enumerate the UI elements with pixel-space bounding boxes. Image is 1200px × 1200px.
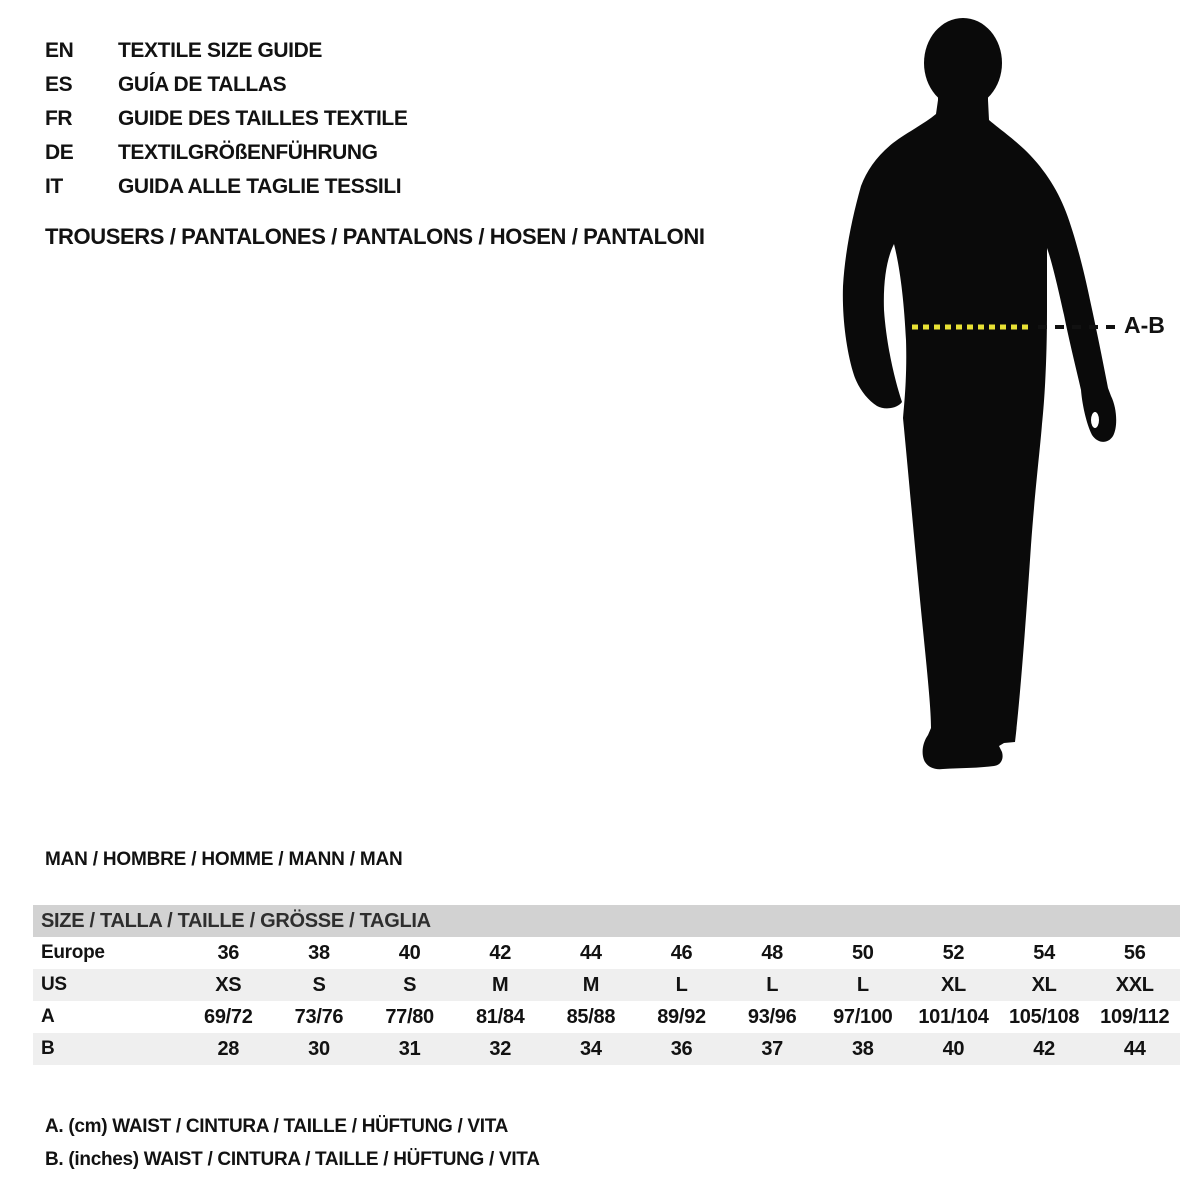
- lang-label: TEXTILE SIZE GUIDE: [118, 39, 322, 62]
- lang-label: GUIDA ALLE TAGLIE TESSILI: [118, 175, 402, 198]
- size-table-header-label: SIZE / TALLA / TAILLE / GRÖSSE / TAGLIA: [41, 909, 431, 932]
- table-cell: 56: [1123, 941, 1146, 964]
- table-cell: 40: [398, 941, 421, 964]
- table-cell: XL: [940, 973, 966, 996]
- table-row: [33, 969, 1180, 1001]
- table-cell: XS: [215, 973, 242, 996]
- table-cell: 44: [1123, 1037, 1146, 1060]
- garment-type-heading: TROUSERS / PANTALONES / PANTALONS / HOSEN / PANTALONI: [45, 224, 705, 249]
- silhouette-body: [843, 100, 1116, 769]
- lang-code: ES: [45, 73, 73, 96]
- table-cell: 42: [1033, 1037, 1055, 1060]
- table-cell: 93/96: [747, 1005, 797, 1028]
- table-cell: 69/72: [204, 1005, 253, 1028]
- hand-gap: [1091, 412, 1099, 428]
- table-cell: 32: [489, 1037, 512, 1060]
- table-cell: 52: [942, 941, 965, 964]
- lang-row-it: [45, 170, 407, 204]
- lang-row-es: [45, 68, 407, 102]
- table-cell: 48: [761, 941, 783, 964]
- man-silhouette-figure: [828, 10, 1173, 780]
- table-cell: L: [766, 973, 779, 996]
- table-row: [33, 937, 1180, 969]
- table-cell: 109/112: [1100, 1005, 1170, 1028]
- gender-heading: MAN / HOMBRE / HOMME / MANN / MAN: [45, 849, 403, 870]
- table-row-label: US: [41, 974, 67, 995]
- table-cell: 42: [489, 941, 512, 964]
- table-cell: 97/100: [833, 1005, 893, 1028]
- lang-row-en: [45, 34, 407, 68]
- table-cell: 77/80: [385, 1005, 434, 1028]
- table-row-label: B: [41, 1038, 55, 1059]
- table-cell: M: [492, 973, 509, 996]
- footnote-a: A. (cm) WAIST / CINTURA / TAILLE / HÜFTUNG / VITA: [45, 1116, 509, 1137]
- lang-code: FR: [45, 107, 73, 130]
- table-cell: 73/76: [294, 1005, 344, 1028]
- lang-row-de: [45, 136, 407, 170]
- table-cell: S: [312, 973, 326, 996]
- size-table-rows: [33, 937, 1180, 1065]
- table-cell: XXL: [1115, 973, 1154, 996]
- table-cell: 40: [942, 1037, 965, 1060]
- table-cell: M: [582, 973, 600, 996]
- lang-label: GUIDE DES TAILLES TEXTILE: [118, 107, 408, 130]
- table-cell: 101/104: [918, 1005, 989, 1028]
- table-row-label: Europe: [41, 942, 105, 963]
- man-silhouette: [843, 18, 1116, 769]
- table-cell: S: [403, 973, 417, 996]
- table-cell: 36: [670, 1037, 693, 1060]
- table-cell: L: [675, 973, 688, 996]
- lang-code: EN: [45, 39, 74, 62]
- size-table-header: [33, 905, 1180, 937]
- footnotes: [45, 1110, 540, 1176]
- lang-label: GUÍA DE TALLAS: [118, 73, 287, 96]
- table-cell: L: [856, 973, 869, 996]
- table-cell: 81/84: [475, 1005, 525, 1028]
- footnote-b: B. (inches) WAIST / CINTURA / TAILLE / HÜFTUNG / VITA: [45, 1149, 540, 1170]
- table-cell: 38: [851, 1037, 874, 1060]
- table-cell: 44: [580, 941, 602, 964]
- lang-row-fr: [45, 102, 407, 136]
- language-title-block: [45, 34, 407, 204]
- table-cell: 30: [308, 1037, 330, 1060]
- lang-code: IT: [45, 175, 63, 198]
- size-table: [33, 905, 1180, 1065]
- table-cell: XL: [1031, 973, 1057, 996]
- table-cell: 85/88: [566, 1005, 616, 1028]
- man-silhouette-svg: [828, 10, 1173, 780]
- table-cell: 105/108: [1008, 1005, 1080, 1028]
- waist-measure-label: A-B: [1124, 312, 1165, 338]
- table-cell: 34: [580, 1037, 602, 1060]
- table-cell: 37: [761, 1037, 783, 1060]
- table-cell: 54: [1033, 941, 1055, 964]
- table-cell: 38: [308, 941, 330, 964]
- table-cell: 28: [217, 1037, 240, 1060]
- table-cell: 89/92: [657, 1005, 706, 1028]
- table-cell: 46: [670, 941, 693, 964]
- table-cell: 50: [851, 941, 874, 964]
- table-cell: 31: [398, 1037, 421, 1060]
- lang-label: TEXTILGRÖßENFÜHRUNG: [118, 141, 378, 164]
- table-row: [33, 1001, 1180, 1033]
- table-row: [33, 1033, 1180, 1065]
- table-row-label: A: [41, 1006, 55, 1027]
- lang-code: DE: [45, 141, 74, 164]
- table-cell: 36: [217, 941, 240, 964]
